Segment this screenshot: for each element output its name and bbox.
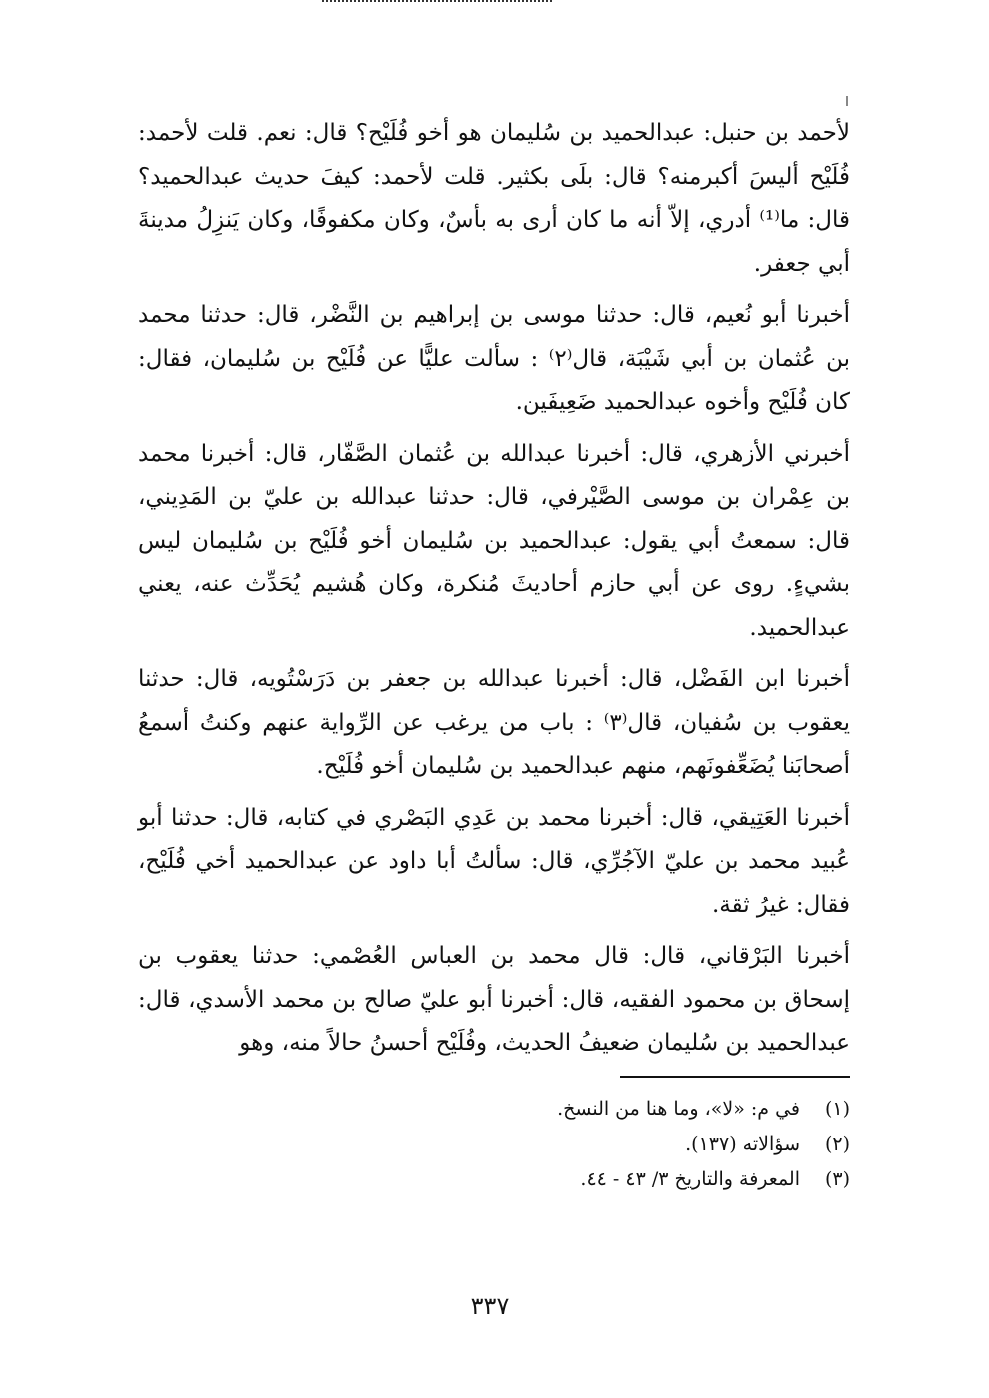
footnote-number: (١) [824,1098,850,1120]
top-edge-mark [322,0,552,8]
paragraph-3: أخبرني الأزهري، قال: أخبرنا عبدالله بن عُثمان الصَّفّار، قال: أخبرنا محمد بن عِمْران بن موسى الصَّيْرفي، قال: حدثنا عبدالله بن عليّ بن المَدِيني، قال: سمعتُ أبي يقول: عبدالحميد بن سُليمان أخو فُلَيْح بن سُليمان ليس بشيءٍ. روى عن أبي حازم أحاديثَ مُنكرة، وكان هُشيم يُحَدِّث عنه، يعني عبدالحميد. [138,440,850,641]
footnotes [420,1092,850,1197]
footnote-number: (٢) [824,1133,850,1155]
main-text [138,112,850,1074]
paragraph-2: أخبرنا أبو نُعيم، قال: حدثنا موسى بن إبراهيم بن النَّضْر، قال: حدثنا محمد بن عُثمان بن أبي شَيْبَة، قال⁽٢⁾ : سألت عليًّا عن فُلَيْح بن سُليمان، فقال: كان فُلَيْح وأخوه عبدالحميد ضَعِيفَين. [138,302,851,415]
footnote-1 [420,1092,850,1127]
paragraph-6: أخبرنا البَرْقاني، قال: قال محمد بن العباس العُصْمي: حدثنا يعقوب بن إسحاق بن محمود الفقيه، قال: أخبرنا أبو عليّ صالح بن محمد الأسدي، قال: عبدالحميد بن سُليمان ضعيفُ الحديث، وفُلَيْح أحسنُ حالاً منه، وهو [138,943,850,1056]
page-number: ٣٣٧ [470,1292,510,1320]
margin-mark [846,96,848,106]
paragraph-5: أخبرنا العَتِيقي، قال: أخبرنا محمد بن عَدِي البَصْري في كتابه، قال: حدثنا أبو عُبيد محمد بن عليّ الآجُرِّي، قال: سألتُ أبا داود عن عبدالحميد أخي فُلَيْح، فقال: غيرُ ثقة. [138,804,850,918]
footnote-number: (٣) [824,1168,850,1190]
paragraph-4: أخبرنا ابن الفَضْل، قال: أخبرنا عبدالله بن جعفر بن دَرَسْتُويه، قال: حدثنا يعقوب بن سُفيان، قال⁽٣⁾ : باب من يرغب عن الرِّواية عنهم وكنتُ أسمعُ أصحابَنا يُضَعِّفونَهم، منهم عبدالحميد بن سُليمان أخو فُلَيْح. [138,666,850,779]
footnote-2 [420,1127,850,1162]
footnote-separator [620,1076,850,1078]
footnote-text: المعرفة والتاريخ ٣/ ٤٣ - ٤٤. [580,1168,800,1190]
footnote-3 [420,1162,850,1197]
paragraph-1: لأحمد بن حنبل: عبدالحميد بن سُليمان هو أخو فُلَيْح؟ قال: نعم. قلت لأحمد: فُلَيْح أليسَ أكبرمنه؟ قال: بلَى بكثير. قلت لأحمد: كيفَ حديث عبدالحميد؟ قال: ما⁽¹⁾ أدري، إلاّ أنه ما كان أرى به بأسٌ، وكان مكفوفًا، وكان يَنزِلُ مدينةَ أبي جعفر. [138,120,850,277]
footnote-text: في م: «لا»، وما هنا من النسخ. [557,1098,800,1120]
footnote-text: سؤالاته (١٣٧). [685,1133,800,1155]
